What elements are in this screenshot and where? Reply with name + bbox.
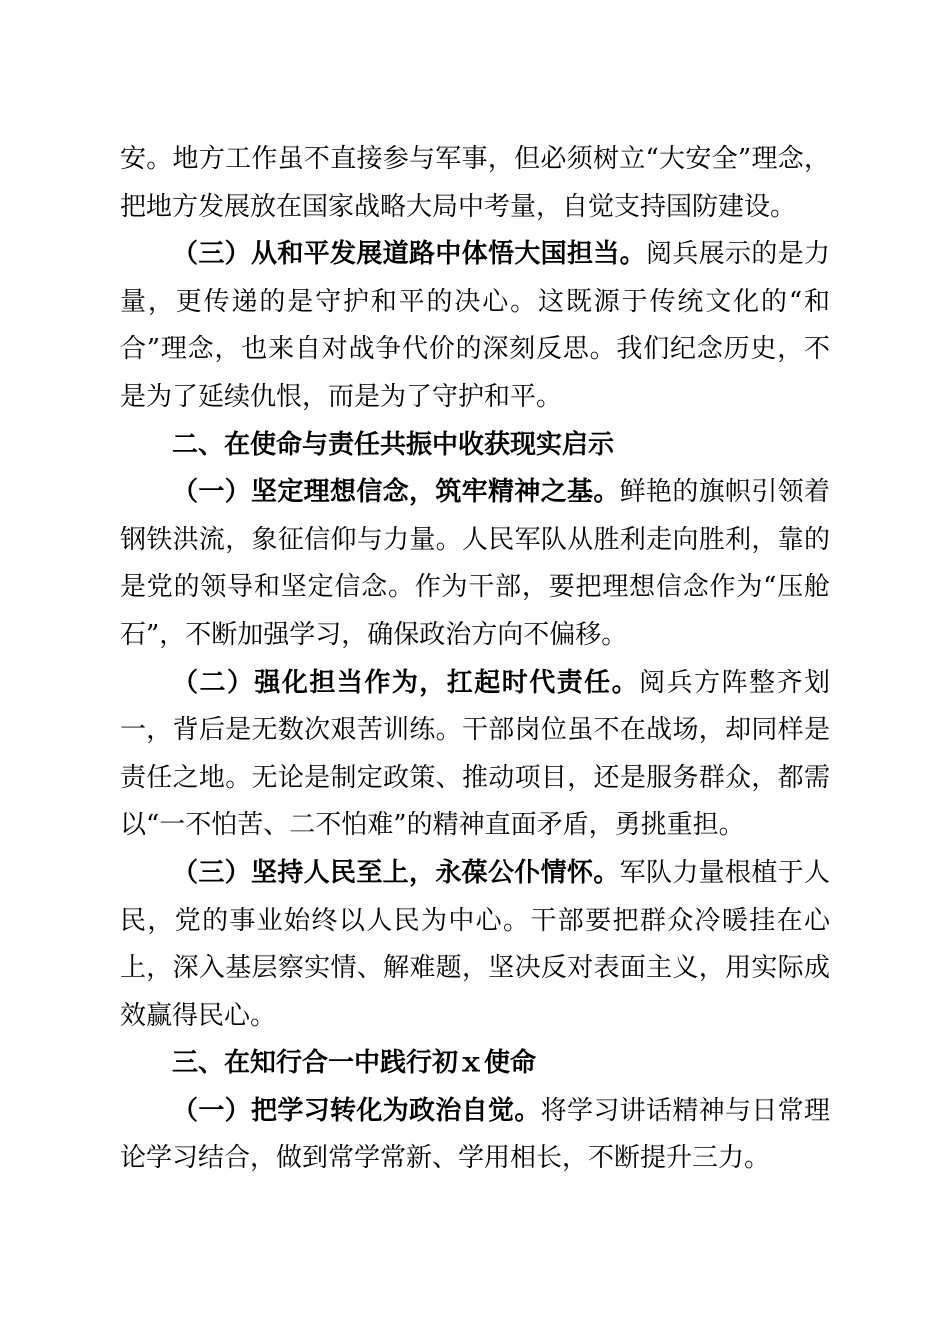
paragraph-continuation	[120, 136, 830, 231]
subsection-lead: （一）坚定理想信念，筑牢精神之基。	[172, 477, 620, 508]
subsection-ideals-belief	[120, 469, 830, 659]
subsection-lead: （三）从和平发展道路中体悟大国担当。	[172, 239, 646, 270]
paragraph-text: 军队力量根植于人民，党的事业始终以人民为中心。干部要把群众冷暖挂在心上，深入基层察实情、解难题，坚决反对表面主义，用实际成效赢得民心。	[120, 857, 830, 1031]
section-heading-two: 二、在使命与责任共振中收获现实启示	[172, 429, 615, 460]
subsection-lead: （一）把学习转化为政治自觉。	[172, 1095, 541, 1126]
document-page	[120, 136, 830, 1183]
paragraph-text: 阅兵展示的是力量，更传递的是守护和平的决心。这既源于传统文化的“和合”理念，也来自对战争代价的深刻反思。我们纪念历史，不是为了延续仇恨，而是为了守护和平。	[120, 239, 830, 412]
subsection-lead: （二）强化担当作为，扛起时代责任。	[172, 667, 640, 698]
paragraph-text: 安。地方工作虽不直接参与军事，但必须树立“大安全”理念，把地方发展放在国家战略大局中考量，自觉支持国防建设。	[120, 144, 830, 222]
subsection-peaceful-development	[120, 231, 830, 421]
subsection-study-awareness	[120, 1088, 830, 1183]
subsection-lead: （三）坚持人民至上，永葆公仆情怀。	[172, 857, 620, 888]
paragraph-text: 将学习讲话精神与日常理论学习结合，做到常学常新、学用相长，不断提升三力。	[120, 1095, 830, 1174]
paragraph-text: 阅兵方阵整齐划一，背后是无数次艰苦训练。干部岗位虽不在战场，却同样是责任之地。无论是制定政策、推动项目，还是服务群众，都需以“一不怕苦、二不怕难”的精神直面矛盾，勇挑重担。	[120, 667, 830, 841]
subsection-people-first	[120, 850, 830, 1040]
subsection-responsibility	[120, 660, 830, 850]
paragraph-text: 鲜艳的旗帜引领着钢铁洪流，象征信仰与力量。人民军队从胜利走向胜利，靠的是党的领导和坚定信念。作为干部，要把理想信念作为“压舱石”，不断加强学习，确保政治方向不偏移。	[120, 477, 830, 650]
section-heading-three: 三、在知行合一中践行初ｘ使命	[172, 1048, 537, 1079]
